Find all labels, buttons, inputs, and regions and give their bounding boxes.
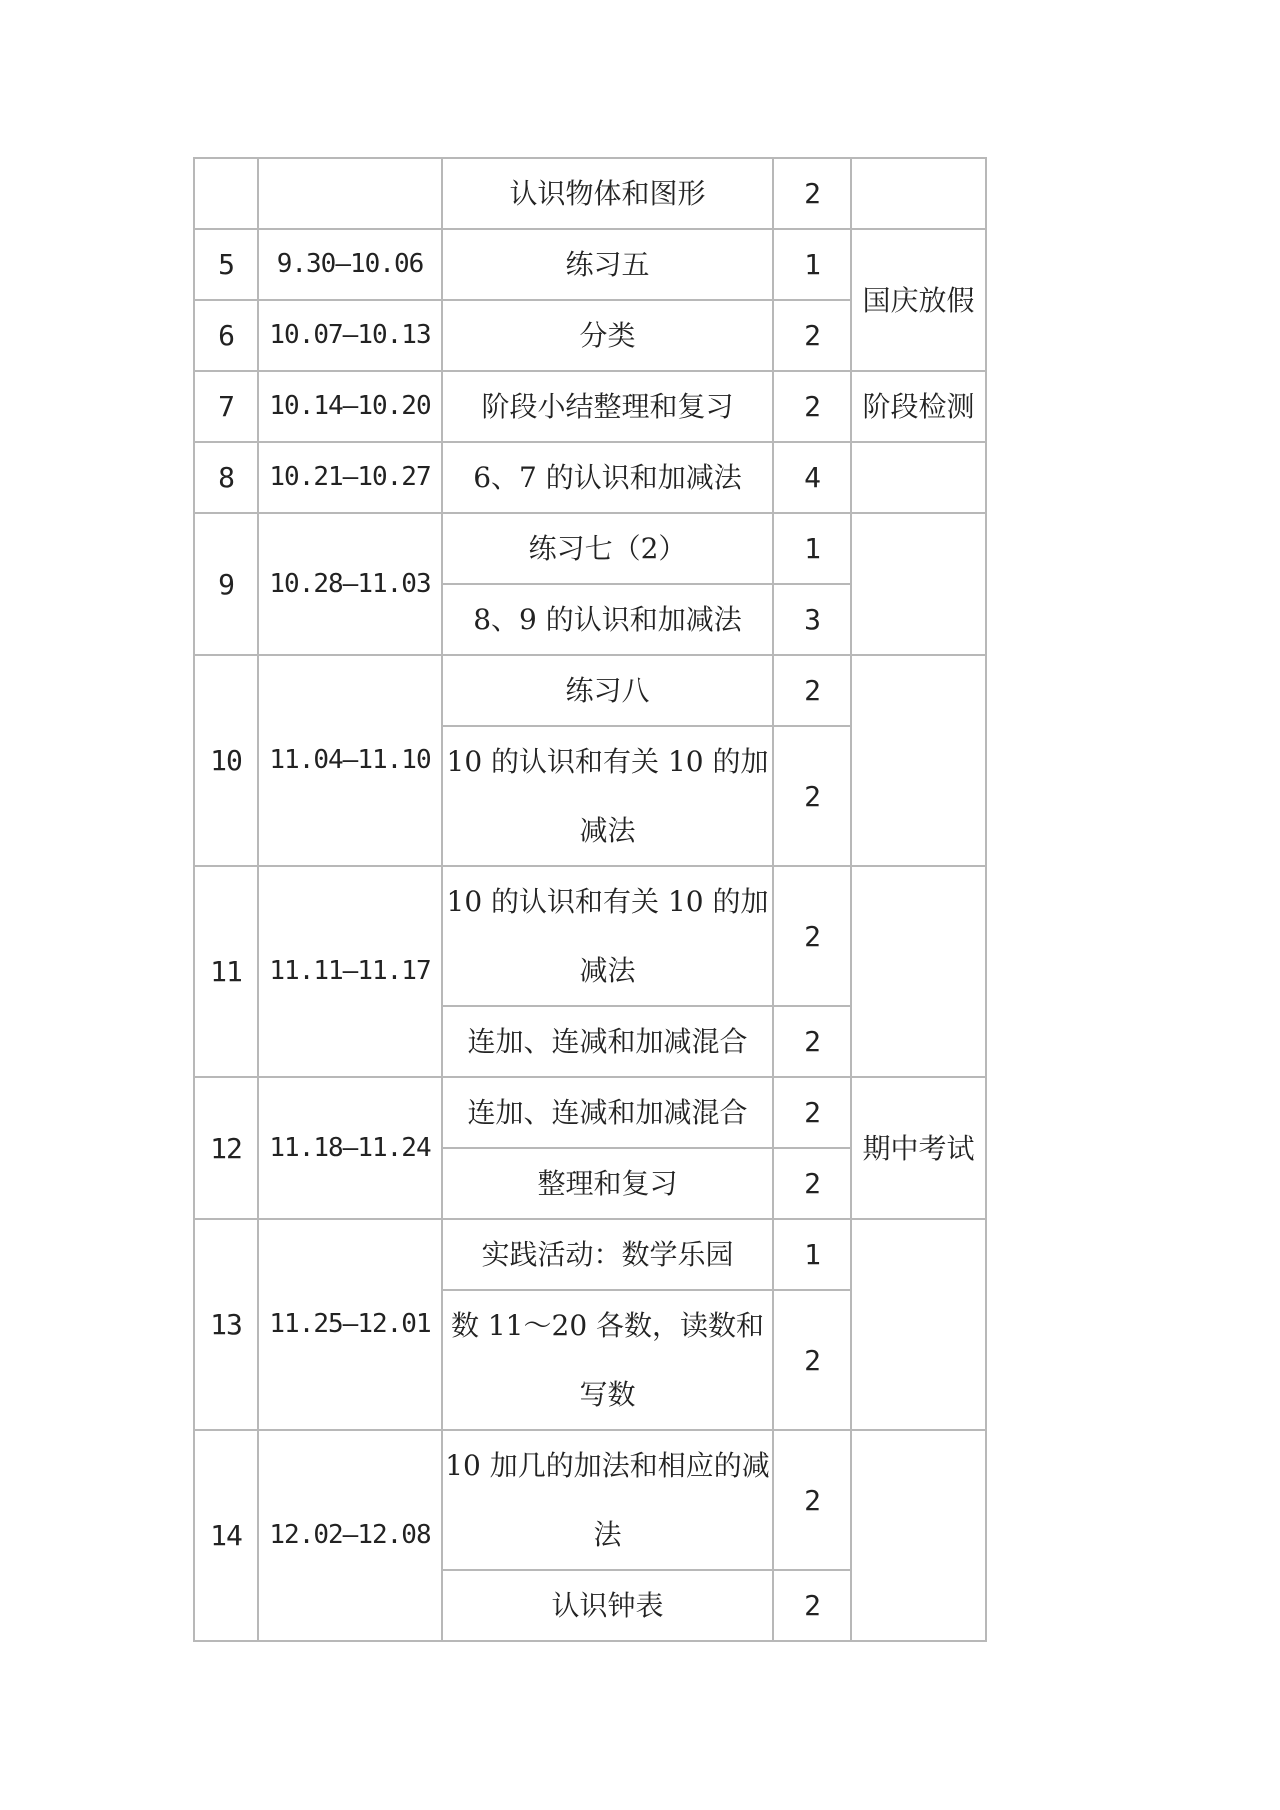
hours-cell: 1 (773, 513, 851, 584)
hours-cell: 2 (773, 726, 851, 866)
content-cell: 整理和复习 (442, 1148, 773, 1219)
hours-cell: 2 (773, 1430, 851, 1570)
content-cell: 练习八 (442, 655, 773, 726)
content-cell: 10 的认识和有关 10 的加减法 (442, 866, 773, 1006)
hours-cell: 2 (773, 866, 851, 1006)
hours-cell: 2 (773, 158, 851, 229)
date-range-cell: 12.02—12.08 (258, 1430, 442, 1641)
hours-cell: 2 (773, 300, 851, 371)
week-cell: 9 (194, 513, 258, 655)
hours-cell: 1 (773, 229, 851, 300)
date-range-cell: 10.14—10.20 (258, 371, 442, 442)
note-cell (851, 866, 986, 1077)
content-cell: 实践活动：数学乐园 (442, 1219, 773, 1290)
note-cell: 期中考试 (851, 1077, 986, 1219)
table-row (194, 1430, 986, 1570)
hours-cell: 2 (773, 1006, 851, 1077)
content-cell: 认识钟表 (442, 1570, 773, 1641)
table-row (194, 158, 986, 229)
content-cell: 10 的认识和有关 10 的加减法 (442, 726, 773, 866)
content-cell: 连加、连减和加减混合 (442, 1077, 773, 1148)
week-cell: 14 (194, 1430, 258, 1641)
content-cell: 10 加几的加法和相应的减法 (442, 1430, 773, 1570)
table-row (194, 866, 986, 1006)
date-range-cell (258, 158, 442, 229)
week-cell: 10 (194, 655, 258, 866)
date-range-cell: 11.11—11.17 (258, 866, 442, 1077)
week-cell: 13 (194, 1219, 258, 1430)
content-cell: 练习五 (442, 229, 773, 300)
date-range-cell: 9.30—10.06 (258, 229, 442, 300)
table-row (194, 1077, 986, 1148)
week-cell (194, 158, 258, 229)
note-cell (851, 1430, 986, 1641)
hours-cell: 2 (773, 1077, 851, 1148)
table-row (194, 442, 986, 513)
note-cell (851, 655, 986, 866)
content-cell: 连加、连减和加减混合 (442, 1006, 773, 1077)
week-cell: 11 (194, 866, 258, 1077)
note-cell: 国庆放假 (851, 229, 986, 371)
date-range-cell: 10.07—10.13 (258, 300, 442, 371)
week-cell: 8 (194, 442, 258, 513)
date-range-cell: 10.21—10.27 (258, 442, 442, 513)
table-row (194, 229, 986, 300)
hours-cell: 2 (773, 1148, 851, 1219)
teaching-schedule-table (193, 157, 987, 1642)
week-cell: 5 (194, 229, 258, 300)
date-range-cell: 11.25—12.01 (258, 1219, 442, 1430)
note-cell (851, 442, 986, 513)
week-cell: 12 (194, 1077, 258, 1219)
hours-cell: 4 (773, 442, 851, 513)
hours-cell: 2 (773, 655, 851, 726)
content-cell: 分类 (442, 300, 773, 371)
hours-cell: 2 (773, 1570, 851, 1641)
content-cell: 练习七（2） (442, 513, 773, 584)
hours-cell: 2 (773, 371, 851, 442)
content-cell: 阶段小结整理和复习 (442, 371, 773, 442)
table-row (194, 371, 986, 442)
content-cell: 认识物体和图形 (442, 158, 773, 229)
date-range-cell: 10.28—11.03 (258, 513, 442, 655)
content-cell: 6、7 的认识和加减法 (442, 442, 773, 513)
hours-cell: 2 (773, 1290, 851, 1430)
note-cell (851, 513, 986, 655)
date-range-cell: 11.04—11.10 (258, 655, 442, 866)
note-cell (851, 1219, 986, 1430)
table-row (194, 513, 986, 584)
table-row (194, 655, 986, 726)
week-cell: 6 (194, 300, 258, 371)
note-cell: 阶段检测 (851, 371, 986, 442)
hours-cell: 3 (773, 584, 851, 655)
date-range-cell: 11.18—11.24 (258, 1077, 442, 1219)
week-cell: 7 (194, 371, 258, 442)
hours-cell: 1 (773, 1219, 851, 1290)
content-cell: 8、9 的认识和加减法 (442, 584, 773, 655)
table-row (194, 1219, 986, 1290)
content-cell: 数 11～20 各数，读数和写数 (442, 1290, 773, 1430)
note-cell (851, 158, 986, 229)
